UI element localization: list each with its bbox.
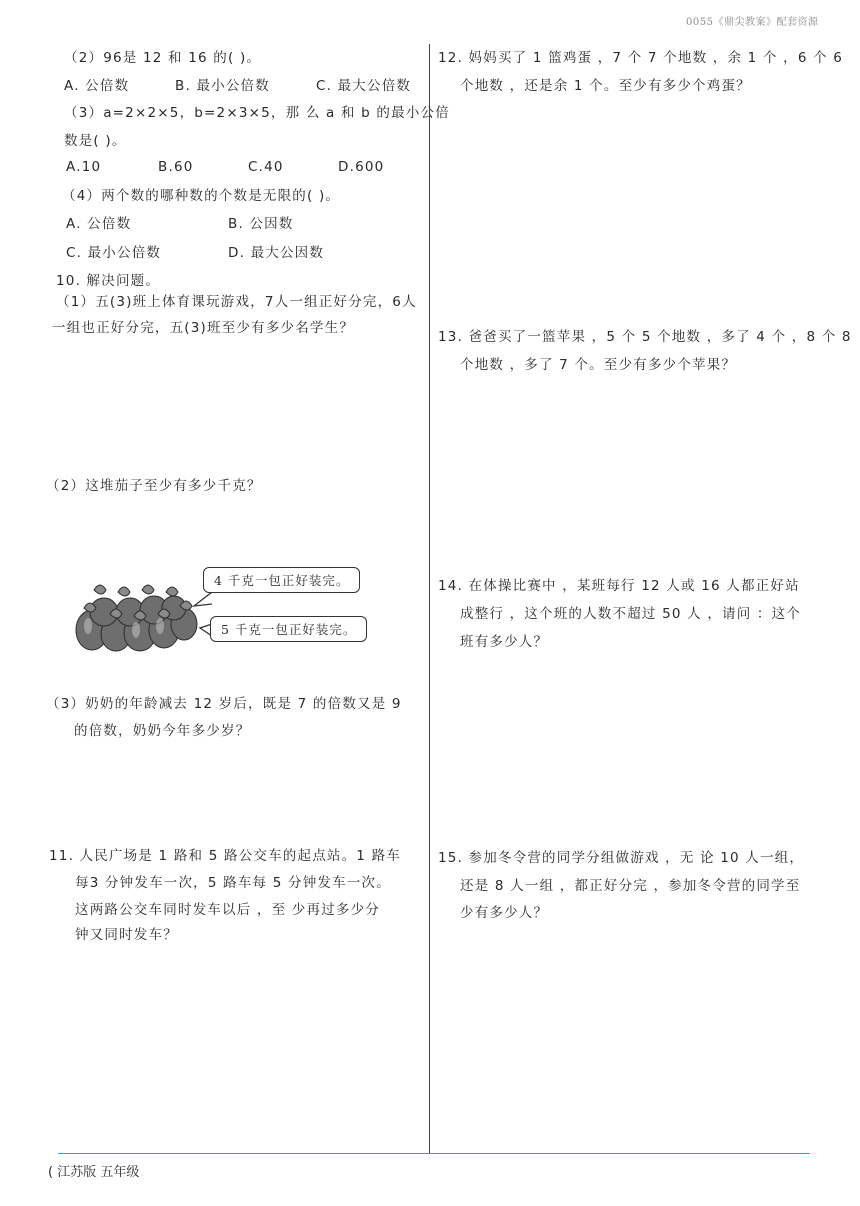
q14-line1: 14. 在体操比赛中 ，某班每行 12 人或 16 人都正好站	[438, 578, 800, 594]
speech-bubble-5kg: 5 千克一包正好装完。	[210, 616, 367, 642]
q9-4-option-c: C. 最小公倍数	[66, 245, 162, 261]
q9-3-option-a: A.10	[66, 159, 102, 175]
q11-line4: 钟又同时发车？	[75, 927, 178, 943]
q9-4-stem: （4）两个数的哪种数的个数是无限的( )。	[62, 188, 341, 204]
q12-line2: 个地数 ，还是余 1 个。至少有多少个鸡蛋？	[460, 78, 751, 94]
page-header: 0055《鼎尖教案》配套资源	[686, 17, 819, 28]
q9-4-option-b: B. 公因数	[228, 216, 294, 232]
q9-2-option-c: C. 最大公倍数	[316, 78, 412, 94]
q11-line2: 每3 分钟发车一次，5 路车每 5 分钟发车一次。	[75, 875, 391, 891]
q9-3-option-c: C.40	[248, 159, 284, 175]
q10-title: 10. 解决问题。	[56, 273, 161, 289]
q9-4-option-d: D. 最大公因数	[228, 245, 325, 261]
q9-2-option-a: A. 公倍数	[64, 78, 130, 94]
q15-line2: 还是 8 人一组 ，都正好分完 ，参加冬令营的同学至	[460, 878, 801, 894]
q9-2-stem: （2）96是 12 和 16 的( )。	[64, 50, 262, 66]
q11-line1: 11. 人民广场是 1 路和 5 路公交车的起点站。1 路车	[49, 848, 401, 864]
q13-line1: 13. 爸爸买了一篮苹果 ，5 个 5 个地数 ，多了 4 个 ，8 个 8	[438, 329, 852, 345]
q10-3-line1: （3）奶奶的年龄减去 12 岁后，既是 7 的倍数又是 9	[46, 696, 402, 712]
q9-3-stem-line2: 数是( )。	[64, 133, 127, 149]
q9-3-option-b: B.60	[158, 159, 194, 175]
q15-line1: 15. 参加冬令营的同学分组做游戏 ，无 论 10 人一组，	[438, 850, 805, 866]
footer-label: ( 江苏版 五年级	[48, 1165, 140, 1180]
q12-line1: 12. 妈妈买了 1 篮鸡蛋 ，7 个 7 个地数 ，余 1 个 ，6 个 6	[438, 50, 844, 66]
q11-line3: 这两路公交车同时发车以后 ，至 少再过多少分	[75, 902, 380, 918]
q9-3-option-d: D.600	[338, 159, 385, 175]
column-divider	[429, 44, 430, 1154]
q10-1-line2: 一组也正好分完，五(3)班至少有多少名学生？	[52, 320, 355, 336]
q14-line2: 成整行 ，这个班的人数不超过 50 人 ，请问 ：这个	[460, 606, 802, 622]
footer-rule	[58, 1153, 810, 1154]
speech-bubble-4kg: 4 千克一包正好装完。	[203, 567, 360, 593]
eggplant-pile-illustration	[74, 578, 204, 653]
q9-2-option-b: B. 最小公倍数	[175, 78, 270, 94]
q15-line3: 少有多少人？	[460, 905, 549, 921]
q9-3-stem-line1: （3）a=2×2×5，b=2×3×5，那 么 a 和 b 的最小公倍	[64, 105, 450, 121]
q14-line3: 班有多少人？	[460, 634, 549, 650]
q10-2-stem: （2）这堆茄子至少有多少千克？	[46, 478, 262, 494]
q13-line2: 个地数 ，多了 7 个。至少有多少个苹果？	[460, 357, 737, 373]
q10-3-line2: 的倍数，奶奶今年多少岁？	[74, 723, 251, 739]
q9-4-option-a: A. 公倍数	[66, 216, 132, 232]
q10-1-line1: （1）五(3)班上体育课玩游戏，7人一组正好分完，6人	[56, 294, 417, 310]
